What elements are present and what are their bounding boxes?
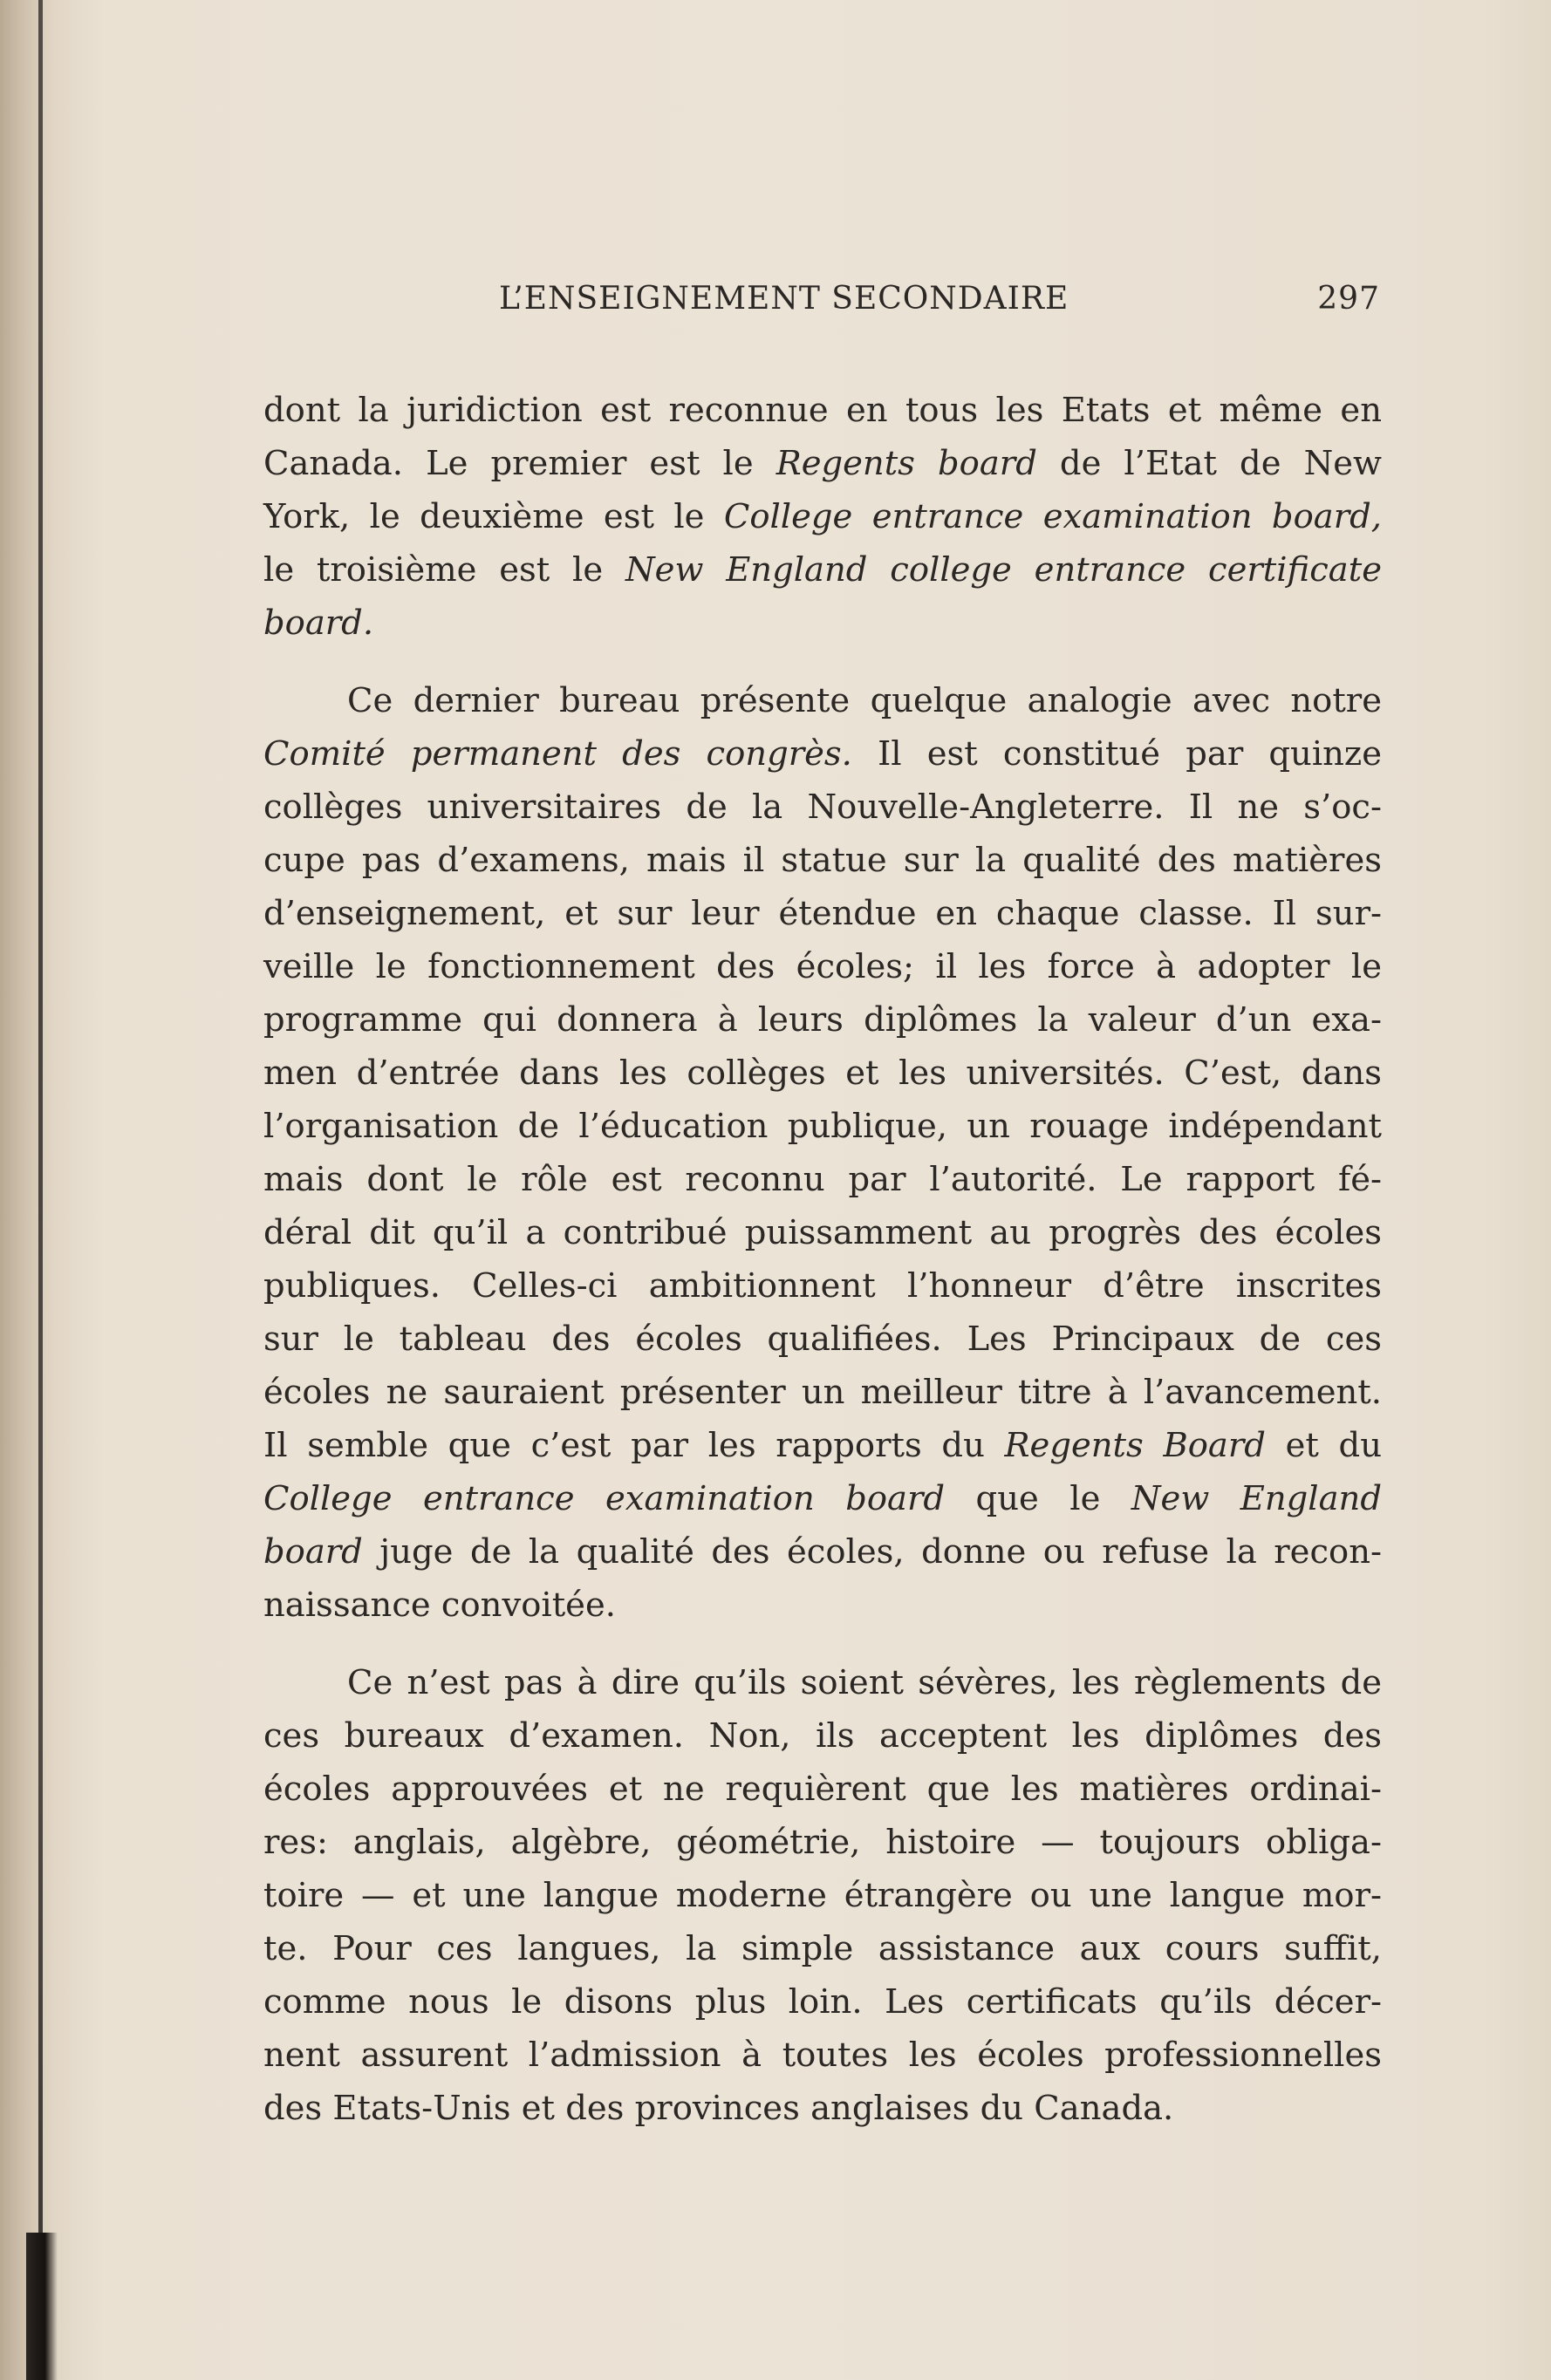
text-run: Il semble que c’est par les rapports du: [263, 1426, 1005, 1465]
text-line: [263, 781, 1382, 834]
text-line: [263, 1419, 1382, 1472]
italic-text: board: [263, 1532, 363, 1572]
text-line: [263, 597, 1382, 650]
text-line: [263, 887, 1382, 940]
text-run: l’organisation de l’éducation publique, un rouage indépendant: [263, 1107, 1382, 1146]
text-line: [263, 1869, 1382, 1922]
text-run: comme nous le disons plus loin. Les certificats qu’ils décer-: [263, 1982, 1382, 2022]
text-run: des Etats-Unis et des provinces anglaises du Canada.: [263, 2089, 1174, 2128]
paragraph: [263, 1656, 1382, 2135]
text-line: [263, 437, 1382, 490]
text-run: ces bureaux d’examen. Non, ils acceptent les diplômes des: [263, 1716, 1382, 1756]
text-run: cupe pas d’examens, mais il statue sur la qualité des matières: [263, 841, 1382, 880]
text-run: toire — et une langue moderne étrangère ou une langue mor-: [263, 1876, 1382, 1915]
text-run: collèges universitaires de la Nouvelle-Angleterre. Il ne s’oc-: [263, 788, 1382, 827]
text-line: [263, 1259, 1382, 1313]
text-line: [263, 2029, 1382, 2082]
text-run: men d’entrée dans les collèges et les universités. C’est, dans: [263, 1054, 1382, 1093]
text-line: [263, 1366, 1382, 1419]
text-run: te. Pour ces langues, la simple assistance aux cours suffit,: [263, 1929, 1382, 1968]
text-run: juge de la qualité des écoles, donne ou refuse la recon-: [362, 1532, 1382, 1572]
text-line: [263, 1709, 1382, 1763]
page-gutter-edge: [38, 0, 43, 2380]
paragraph: [263, 384, 1382, 650]
text-run: de l’Etat de New: [1036, 444, 1382, 483]
text-line: [263, 1922, 1382, 1975]
text-line: [263, 1100, 1382, 1153]
text-run: dont la juridiction est reconnue en tous les Etats et même en: [263, 391, 1382, 430]
text-line: [263, 1525, 1382, 1579]
italic-text: New England college entrance certificate: [625, 550, 1382, 590]
text-line: [263, 727, 1382, 781]
body-text: [263, 384, 1382, 2135]
italic-text: board.: [263, 604, 374, 643]
paragraph: [263, 674, 1382, 1632]
text-line: [263, 940, 1382, 993]
text-run: res: anglais, algèbre, géométrie, histoire — toujours obliga-: [263, 1823, 1382, 1862]
running-title: L’ENSEIGNEMENT SECONDAIRE: [499, 281, 1069, 317]
italic-text: New England: [1131, 1479, 1382, 1518]
text-line: [263, 384, 1382, 437]
italic-text: Regents board: [776, 444, 1037, 483]
italic-text: College entrance examination board,: [723, 497, 1382, 536]
text-line: [263, 1975, 1382, 2029]
italic-text: College entrance examination board: [263, 1479, 946, 1518]
italic-text: Regents Board: [1004, 1426, 1266, 1465]
page-gutter-corner-shadow: [26, 2233, 58, 2380]
text-run: que le: [945, 1479, 1131, 1518]
text-line: [263, 834, 1382, 887]
text-run: mais dont le rôle est reconnu par l’autorité. Le rapport fé-: [263, 1160, 1382, 1199]
text-line: [263, 543, 1382, 597]
text-run: veille le fonctionnement des écoles; il les force à adopter le: [263, 947, 1382, 986]
book-spine-shadow: [0, 0, 54, 2380]
text-run: sur le tableau des écoles qualifiées. Les Principaux de ces: [263, 1320, 1382, 1359]
text-run: Ce dernier bureau présente quelque analogie avec notre: [347, 681, 1382, 720]
text-run: le troisième est le: [263, 550, 625, 590]
text-line: [263, 1313, 1382, 1366]
page-number: 297: [1317, 281, 1380, 317]
text-run: programme qui donnera à leurs diplômes la valeur d’un exa-: [263, 1000, 1382, 1040]
text-line: [263, 1472, 1382, 1525]
text-run: nent assurent l’admission à toutes les écoles professionnelles: [263, 2036, 1382, 2075]
text-line: [263, 674, 1382, 727]
text-run: Canada. Le premier est le: [263, 444, 776, 483]
text-line: [263, 993, 1382, 1047]
running-head: [263, 281, 1380, 324]
text-run: Ce n’est pas à dire qu’ils soient sévères, les règlements de: [347, 1663, 1382, 1702]
text-run: Il est constitué par quinze: [851, 734, 1383, 774]
text-run: et du: [1265, 1426, 1382, 1465]
text-line: [263, 490, 1382, 543]
text-run: publiques. Celles-ci ambitionnent l’honneur d’être inscrites: [263, 1266, 1382, 1306]
text-run: York, le deuxième est le: [263, 497, 724, 536]
text-line: [263, 1153, 1382, 1206]
text-line: [263, 1047, 1382, 1100]
text-line: [263, 1763, 1382, 1816]
text-line: [263, 1656, 1382, 1709]
text-line: [263, 1579, 1382, 1632]
text-line: [263, 1816, 1382, 1869]
text-run: écoles approuvées et ne requièrent que les matières ordinai-: [263, 1770, 1382, 1809]
text-line: [263, 1206, 1382, 1259]
text-run: écoles ne sauraient présenter un meilleur titre à l’avancement.: [263, 1373, 1382, 1412]
italic-text: Comité permanent des congrès.: [263, 734, 852, 774]
text-line: [263, 2082, 1382, 2135]
text-run: déral dit qu’il a contribué puissamment au progrès des écoles: [263, 1213, 1382, 1252]
text-run: d’enseignement, et sur leur étendue en chaque classe. Il sur-: [263, 894, 1382, 933]
text-run: naissance convoitée.: [263, 1586, 616, 1625]
